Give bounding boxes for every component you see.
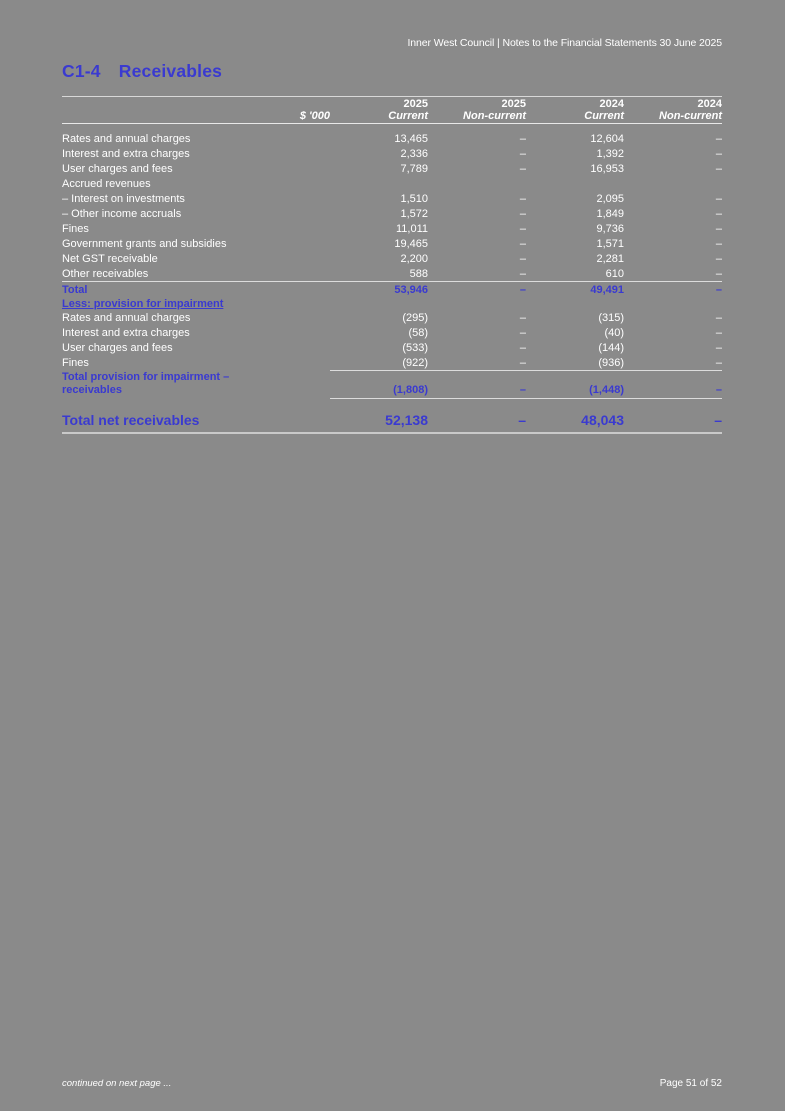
row-label: User charges and fees (62, 162, 173, 175)
row-value: – (519, 192, 526, 205)
unit-label: $ '000 (299, 110, 330, 122)
footer-page-number: Page 51 of 52 (659, 1078, 722, 1089)
row-value: – (519, 147, 526, 160)
row-value: – (519, 267, 526, 280)
header-year-row (62, 98, 722, 110)
total-value: – (624, 282, 722, 299)
row-value: 7,789 (400, 162, 428, 175)
document-header: Inner West Council | Notes to the Financial Statements 30 June 2025 (407, 37, 722, 49)
table-row (62, 146, 722, 161)
row-value: – (715, 326, 722, 339)
row-value: – (715, 132, 722, 145)
spacer (62, 398, 722, 406)
note-number: C1-4 (62, 61, 101, 81)
impairment-total-label-line1: Total provision for impairment – (62, 370, 230, 383)
row-value (526, 176, 624, 191)
row-label: Rates and annual charges (62, 311, 191, 324)
table-row-group-label (62, 176, 722, 191)
total-value: 49,491 (526, 282, 624, 299)
table-row (62, 340, 722, 355)
impairment-total-value: (1,448) (526, 371, 624, 399)
row-label: – Other income accruals (62, 207, 182, 220)
row-value: (922) (402, 356, 428, 369)
impairment-total-value: (1,808) (330, 371, 428, 399)
impairment-section-heading (62, 298, 722, 310)
row-value: 1,392 (596, 147, 624, 160)
row-value: – (715, 222, 722, 235)
impairment-total-label-line2: receivables (62, 384, 122, 397)
row-value: 1,571 (596, 237, 624, 250)
row-label: User charges and fees (62, 341, 173, 354)
row-value: – (715, 192, 722, 205)
row-value: 16,953 (590, 162, 624, 175)
row-value: (315) (598, 311, 624, 324)
total-value: 53,946 (330, 282, 428, 299)
table-row (62, 206, 722, 221)
row-label: Other receivables (62, 267, 149, 280)
row-value: 9,736 (596, 222, 624, 235)
header-subtitle-row (62, 110, 722, 122)
row-value: – (715, 267, 722, 280)
row-value: 13,465 (394, 132, 428, 145)
table-row (62, 355, 722, 371)
col-header-sub-1: Current (388, 110, 428, 122)
col-header-year-1: 2025 (403, 98, 428, 110)
row-value (624, 176, 722, 191)
row-value: (936) (598, 356, 624, 369)
net-total-value: – (428, 406, 526, 433)
col-header-sub-3: Current (584, 110, 624, 122)
row-value: – (715, 311, 722, 324)
row-label: Net GST receivable (62, 252, 158, 265)
net-total-value: 52,138 (330, 406, 428, 433)
net-total-value: 48,043 (526, 406, 624, 433)
row-value (330, 176, 428, 191)
row-value: 19,465 (394, 237, 428, 250)
row-value: – (519, 132, 526, 145)
col-header-sub-4: Non-current (659, 110, 722, 122)
row-value: – (715, 162, 722, 175)
row-label: – Interest on investments (62, 192, 185, 205)
row-value: – (519, 252, 526, 265)
row-value: – (715, 207, 722, 220)
table-row (62, 310, 722, 325)
footer-continued-note: continued on next page ... (62, 1078, 172, 1089)
row-value: – (519, 207, 526, 220)
row-label: Fines (62, 222, 89, 235)
impairment-total-value: – (624, 371, 722, 399)
table-row (62, 221, 722, 236)
impairment-total-label (62, 371, 330, 399)
net-total-row (62, 406, 722, 433)
total-label: Total (62, 282, 330, 299)
impairment-total-value: – (428, 371, 526, 399)
row-label: Rates and annual charges (62, 132, 191, 145)
row-value: – (715, 341, 722, 354)
receivables-table (62, 96, 722, 434)
row-value: – (715, 356, 722, 369)
table-row (62, 131, 722, 146)
row-value: – (519, 222, 526, 235)
row-value: 2,095 (596, 192, 624, 205)
col-header-year-4: 2024 (697, 98, 722, 110)
table-row (62, 325, 722, 340)
impairment-total-row (62, 371, 722, 399)
note-title-text: Receivables (118, 61, 223, 81)
page-title (62, 61, 222, 82)
total-value: – (428, 282, 526, 299)
row-value: (40) (604, 326, 624, 339)
col-header-sub-2: Non-current (463, 110, 526, 122)
row-value: – (519, 162, 526, 175)
spacer (62, 124, 722, 132)
row-label: Fines (62, 357, 89, 369)
row-value: (295) (402, 311, 428, 324)
col-header-year-3: 2024 (599, 98, 624, 110)
col-header-year-2: 2025 (501, 98, 526, 110)
row-value: 12,604 (590, 132, 624, 145)
impairment-heading-text: Less: provision for impairment (62, 298, 224, 310)
row-value: (533) (402, 341, 428, 354)
row-value: – (715, 147, 722, 160)
row-value: 610 (605, 267, 624, 280)
row-value: 1,572 (400, 207, 428, 220)
row-label: Accrued revenues (62, 177, 151, 190)
row-value: 2,281 (596, 252, 624, 265)
row-value: – (519, 311, 526, 324)
table-row (62, 191, 722, 206)
row-value: 2,200 (400, 252, 428, 265)
row-label: Interest and extra charges (62, 147, 190, 160)
row-label: Interest and extra charges (62, 326, 190, 339)
row-label: Government grants and subsidies (62, 237, 227, 250)
table-row (62, 251, 722, 266)
row-value: – (519, 341, 526, 354)
row-value: 2,336 (400, 147, 428, 160)
row-value: – (715, 252, 722, 265)
row-value: 588 (409, 267, 428, 280)
total-row (62, 282, 722, 299)
table-row (62, 266, 722, 282)
net-total-label: Total net receivables (62, 406, 330, 433)
row-value: – (519, 326, 526, 339)
row-value: – (715, 237, 722, 250)
row-value (428, 176, 526, 191)
table-row (62, 161, 722, 176)
row-value: (144) (598, 341, 624, 354)
row-value: 1,510 (400, 192, 428, 205)
net-total-value: – (624, 406, 722, 433)
row-value: (58) (408, 326, 428, 339)
row-value: 1,849 (596, 207, 624, 220)
table-row (62, 236, 722, 251)
row-value: – (519, 356, 526, 369)
row-value: – (519, 237, 526, 250)
row-value: 11,011 (395, 222, 428, 235)
